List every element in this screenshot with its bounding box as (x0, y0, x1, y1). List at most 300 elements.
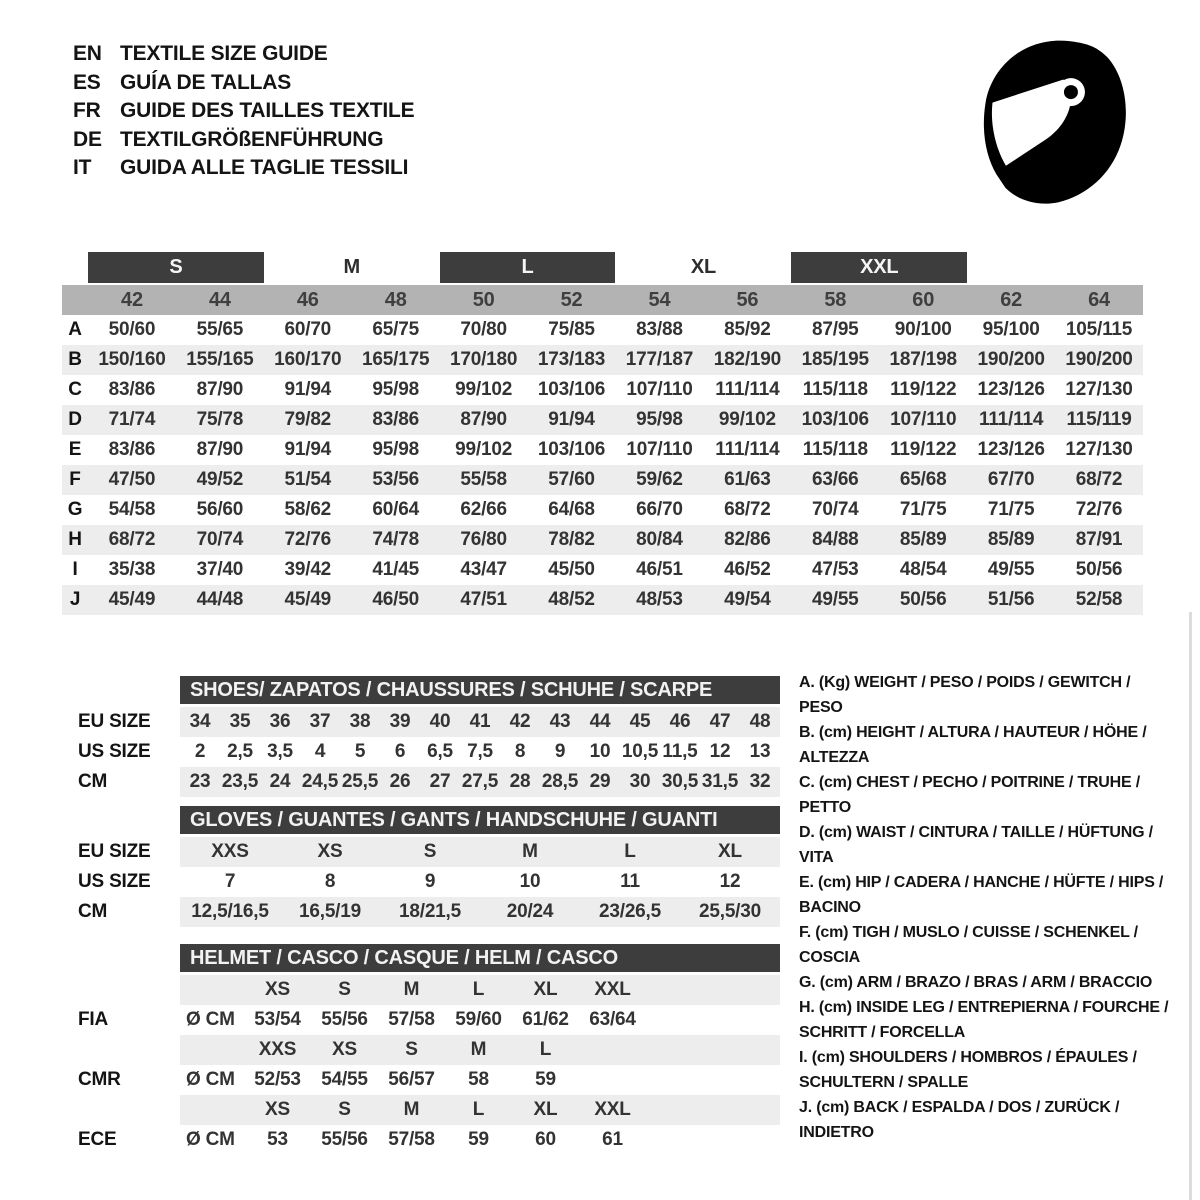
measure-value-cell: 6 (394, 741, 406, 762)
helmet-unit-label: Ø CM (186, 1009, 235, 1030)
size-value-cell: 85/89 (899, 529, 947, 550)
size-value-cell: 49/54 (724, 589, 771, 610)
measure-row-label: EU SIZE (78, 841, 151, 862)
size-value-cell: 99/102 (455, 439, 513, 460)
size-value-cell: 68/72 (1075, 469, 1123, 490)
legend-item: D. (cm) WAIST / CINTURA / TAILLE / HÜFTUNG / VITA (799, 824, 1153, 866)
measure-row-label: US SIZE (78, 741, 151, 762)
measure-value-cell: 4 (314, 741, 326, 762)
size-value-cell: 91/94 (284, 439, 332, 460)
row-letter-label: E (68, 439, 82, 460)
measure-value-cell: 23 (189, 771, 211, 792)
size-value-cell: 50/56 (899, 589, 947, 610)
size-value-cell: 50/60 (108, 319, 156, 340)
size-table-row (62, 345, 1143, 375)
language-title: TEXTILGRÖßENFÜHRUNG (120, 127, 384, 151)
helmet-size-row (62, 975, 780, 1005)
row-letter-label: I (72, 559, 78, 580)
helmet-size-label: S (405, 1039, 418, 1060)
helmet-value-cell: 63/64 (589, 1009, 636, 1030)
helmet-value-cell: 58 (468, 1069, 489, 1090)
measure-row (62, 897, 780, 927)
helmet-size-label: XL (533, 979, 558, 1000)
gloves-table-title: GLOVES / GUANTES / GANTS / HANDSCHUHE / GUANTI (180, 806, 780, 834)
measure-value-cell: 2,5 (227, 741, 253, 762)
measure-row (62, 737, 780, 767)
helmet-standard-label: ECE (78, 1129, 117, 1150)
size-value-cell: 105/115 (1065, 319, 1133, 340)
measure-value-cell: 24 (269, 771, 291, 792)
legend-item: C. (cm) CHEST / PECHO / POITRINE / TRUHE / PETTO (799, 774, 1140, 816)
measure-value-cell: L (624, 841, 636, 862)
size-value-cell: 190/200 (1065, 349, 1133, 370)
size-table-row (62, 585, 1143, 615)
size-value-cell: 119/122 (890, 379, 957, 400)
measure-value-cell: 27 (429, 771, 451, 792)
row-letter-label: D (68, 409, 82, 430)
size-group-s: S (88, 252, 264, 283)
size-value-cell: 107/110 (890, 409, 957, 430)
size-value-cell: 48/52 (548, 589, 595, 610)
helmet-value-cell: 57/58 (388, 1009, 435, 1030)
helmet-size-labels (180, 975, 780, 1005)
size-value-cell: 107/110 (626, 439, 693, 460)
size-value-cell: 55/65 (196, 319, 244, 340)
size-value-cell: 115/118 (802, 379, 868, 400)
measure-value-cell: 47 (709, 711, 731, 732)
size-value-cell: 95/98 (372, 379, 419, 400)
measure-value-cell: 31,5 (701, 771, 739, 792)
legend-item: F. (cm) TIGH / MUSLO / CUISSE / SCHENKEL / COSCIA (799, 924, 1138, 966)
size-column-header: 62 (1000, 288, 1023, 311)
size-value-cell: 70/74 (196, 529, 244, 550)
measure-row-values (180, 897, 780, 927)
helmet-value-cell: 59 (535, 1069, 556, 1090)
size-value-cell: 91/94 (284, 379, 332, 400)
size-value-cell: 83/86 (108, 439, 156, 460)
row-letter-label: C (68, 379, 82, 400)
size-value-cell: 187/198 (889, 349, 957, 370)
size-column-header: 42 (121, 288, 143, 311)
size-value-cell: 51/54 (284, 469, 332, 490)
measure-value-cell: 2 (194, 741, 206, 762)
size-value-cell: 49/55 (812, 589, 859, 610)
helmet-size-label: L (472, 979, 485, 1000)
measure-value-cell: 45 (629, 711, 651, 732)
size-table-row (62, 435, 1143, 465)
legend-item: J. (cm) BACK / ESPALDA / DOS / ZURÜCK / INDIETRO (799, 1099, 1120, 1141)
size-value-cell: 65/75 (372, 319, 419, 340)
size-table-row (62, 555, 1143, 585)
size-value-cell: 39/42 (284, 559, 332, 580)
size-value-cell: 65/68 (899, 469, 947, 490)
helmet-row-filler (646, 1125, 780, 1155)
size-group-header-row (62, 252, 1143, 283)
language-code: FR (73, 99, 101, 122)
size-value-cell: 85/92 (724, 319, 771, 340)
measure-value-cell: 6,5 (427, 741, 453, 762)
measure-row-values (180, 737, 780, 767)
row-letter-label: H (68, 529, 82, 550)
measure-value-cell: 27,5 (461, 771, 499, 792)
helmet-size-label: S (338, 979, 351, 1000)
size-value-cell: 62/66 (460, 499, 507, 520)
measure-value-cell: 30 (629, 771, 651, 792)
size-value-cell: 155/165 (186, 349, 254, 370)
size-value-cell: 61/63 (724, 469, 771, 490)
measure-value-cell: 11,5 (662, 741, 698, 762)
helmet-size-label: XXL (594, 1099, 631, 1120)
measurement-rows (62, 315, 1143, 615)
measure-value-cell: 36 (269, 711, 291, 732)
measure-value-cell: XL (718, 841, 742, 862)
helmet-value-cell: 52/53 (254, 1069, 301, 1090)
size-value-cell: 91/94 (548, 409, 595, 430)
measure-value-cell: 37 (309, 711, 331, 732)
helmet-value-cell: 61/62 (522, 1009, 569, 1030)
shoes-size-table (62, 676, 780, 797)
helmet-value-cell: 55/56 (321, 1009, 368, 1030)
helmet-size-label: XXL (594, 979, 631, 1000)
size-table-row (62, 315, 1143, 345)
language-row (73, 97, 414, 126)
measure-value-cell: 28,5 (541, 771, 579, 792)
size-group-l: L (440, 252, 616, 283)
size-value-cell: 85/89 (987, 529, 1035, 550)
helmet-values (180, 1125, 780, 1155)
helmet-size-labels (180, 1095, 780, 1125)
size-value-cell: 165/175 (362, 349, 430, 370)
measure-value-cell: 3,5 (267, 741, 293, 762)
measure-value-cell: 10 (519, 871, 541, 892)
helmet-value-row (62, 1005, 780, 1035)
size-value-cell: 111/114 (715, 379, 780, 400)
size-value-cell: 67/70 (987, 469, 1035, 490)
gloves-table-rows (62, 837, 780, 927)
size-value-cell: 59/62 (636, 469, 683, 490)
size-value-cell: 111/114 (979, 409, 1044, 430)
helmet-size-row-label (62, 1095, 180, 1125)
size-value-cell: 115/119 (1066, 409, 1132, 430)
helmet-size-label: M (403, 1099, 420, 1120)
helmet-value-cell: 54/55 (321, 1069, 368, 1090)
corner-cell (62, 285, 88, 315)
size-value-cell: 41/45 (372, 559, 419, 580)
size-value-cell: 79/82 (284, 409, 332, 430)
page-edge-line (1189, 612, 1192, 1200)
size-value-cell: 173/183 (537, 349, 606, 370)
size-value-cell: 99/102 (718, 409, 776, 430)
size-value-cell: 46/52 (724, 559, 771, 580)
size-value-cell: 55/58 (460, 469, 507, 490)
size-value-cell: 74/78 (372, 529, 419, 550)
measure-value-cell: 12 (709, 741, 731, 762)
measure-value-cell: 41 (469, 711, 491, 732)
language-row (73, 69, 414, 98)
measure-value-cell: 20/24 (506, 901, 554, 922)
size-value-cell: 90/100 (894, 319, 952, 340)
measure-value-cell: 5 (354, 741, 366, 762)
measure-value-cell: 46 (669, 711, 691, 732)
shoes-table-title: SHOES/ ZAPATOS / CHAUSSURES / SCHUHE / SCARPE (180, 676, 780, 704)
size-value-cell: 72/76 (284, 529, 332, 550)
size-value-cell: 87/90 (196, 379, 244, 400)
size-value-cell: 127/130 (1065, 439, 1133, 460)
helmet-size-table (62, 944, 780, 1155)
row-letter-label: B (68, 349, 82, 370)
measure-value-cell: 12,5/16,5 (191, 901, 269, 922)
size-value-cell: 103/106 (537, 439, 606, 460)
measure-row (62, 707, 780, 737)
size-value-cell: 46/50 (372, 589, 419, 610)
measure-value-cell: 39 (389, 711, 411, 732)
size-value-cell: 99/102 (455, 379, 513, 400)
size-value-cell: 111/114 (715, 439, 780, 460)
measure-value-cell: 10,5 (621, 741, 659, 762)
size-value-cell: 170/180 (449, 349, 518, 370)
legend-item: G. (cm) ARM / BRAZO / BRAS / ARM / BRACCIO (799, 974, 1153, 991)
size-value-cell: 64/68 (548, 499, 595, 520)
measure-value-cell: S (423, 841, 437, 862)
size-group-xl: XL (690, 256, 716, 278)
helmet-row-filler (646, 1095, 780, 1125)
racing-helmet-icon (978, 36, 1140, 208)
helmet-unit-spacer (180, 975, 244, 1005)
language-title-block (73, 40, 414, 183)
size-value-cell: 103/106 (801, 409, 869, 430)
measure-value-cell: 16,5/19 (299, 901, 361, 922)
size-value-cell: 48/53 (636, 589, 683, 610)
measure-value-cell: 40 (429, 711, 451, 732)
helmet-value-cell: 56/57 (388, 1069, 435, 1090)
size-column-header: 58 (824, 288, 847, 311)
size-value-cell: 84/88 (812, 529, 859, 550)
shoes-table-rows (62, 707, 780, 797)
measure-value-cell: 18/21,5 (399, 901, 461, 922)
size-value-cell: 63/66 (812, 469, 859, 490)
size-value-cell: 185/195 (801, 349, 869, 370)
measure-value-cell: 10 (589, 741, 611, 762)
helmet-value-cell: 55/56 (321, 1129, 368, 1150)
helmet-table-rows (62, 975, 780, 1155)
language-title: TEXTILE SIZE GUIDE (120, 42, 328, 65)
size-value-cell: 150/160 (98, 349, 166, 370)
measure-value-cell: XXS (211, 841, 249, 862)
size-value-cell: 49/55 (987, 559, 1035, 580)
legend-item: A. (Kg) WEIGHT / PESO / POIDS / GEWITCH / PESO (799, 674, 1131, 716)
size-value-cell: 66/70 (636, 499, 683, 520)
measure-value-cell: 28 (509, 771, 531, 792)
size-value-cell: 70/74 (812, 499, 859, 520)
helmet-unit-label: Ø CM (186, 1069, 235, 1090)
measure-row (62, 867, 780, 897)
language-title: GUIDE DES TAILLES TEXTILE (120, 99, 415, 122)
size-value-cell: 190/200 (977, 349, 1045, 370)
size-value-cell: 82/86 (724, 529, 771, 550)
helmet-standard-label: FIA (78, 1009, 109, 1030)
size-value-cell: 53/56 (372, 469, 419, 490)
language-title: GUÍA DE TALLAS (120, 70, 292, 94)
helmet-values (180, 1005, 780, 1035)
textile-size-table (62, 252, 1143, 615)
helmet-table-title: HELMET / CASCO / CASQUE / HELM / CASCO (180, 944, 780, 972)
measure-value-cell: M (522, 841, 538, 862)
measure-row (62, 767, 780, 797)
size-column-header: 54 (648, 288, 671, 311)
gloves-size-table (62, 806, 780, 927)
size-value-cell: 56/60 (196, 499, 244, 520)
measure-row-label: EU SIZE (78, 711, 151, 732)
size-value-cell: 46/51 (636, 559, 683, 580)
size-value-cell: 57/60 (548, 469, 595, 490)
measure-value-cell: 30,5 (661, 771, 699, 792)
size-value-cell: 87/95 (812, 319, 859, 340)
measure-value-cell: 44 (589, 711, 611, 732)
size-value-cell: 44/48 (196, 589, 244, 610)
measure-value-cell: 8 (514, 741, 526, 762)
measure-value-cell: 23,5 (221, 771, 259, 792)
helmet-values (180, 1065, 780, 1095)
size-value-cell: 60/64 (372, 499, 419, 520)
legend-item: B. (cm) HEIGHT / ALTURA / HAUTEUR / HÖHE / ALTEZZA (799, 724, 1147, 766)
helmet-row-filler (646, 1005, 780, 1035)
size-column-header: 44 (208, 288, 231, 311)
language-code: EN (73, 42, 102, 65)
helmet-unit-label: Ø CM (186, 1129, 235, 1150)
helmet-unit-spacer (180, 1035, 244, 1065)
measure-row-values (180, 767, 780, 797)
helmet-size-row-label (62, 1035, 180, 1065)
size-value-cell: 182/190 (713, 349, 781, 370)
size-value-cell: 50/56 (1075, 559, 1123, 580)
measure-value-cell: 13 (749, 741, 771, 762)
helmet-value-row (62, 1065, 780, 1095)
measure-value-cell: 12 (719, 871, 741, 892)
measure-row-values (180, 867, 780, 897)
size-value-cell: 68/72 (724, 499, 771, 520)
helmet-size-row (62, 1035, 780, 1065)
size-value-cell: 48/54 (899, 559, 947, 580)
language-title: GUIDA ALLE TAGLIE TESSILI (120, 156, 409, 179)
measure-value-cell: 25,5 (341, 771, 379, 792)
size-value-cell: 80/84 (636, 529, 683, 550)
size-value-cell: 47/53 (812, 559, 859, 580)
language-row (73, 126, 414, 155)
helmet-value-cell: 61 (602, 1129, 623, 1150)
helmet-value-cell: 59 (468, 1129, 489, 1150)
helmet-size-label: XS (265, 1099, 290, 1120)
measure-row-label: CM (78, 771, 108, 792)
legend-item: H. (cm) INSIDE LEG / ENTREPIERNA / FOURCHE / SCHRITT / FORCELLA (799, 999, 1169, 1041)
measure-row-label: US SIZE (78, 871, 151, 892)
size-value-cell: 75/85 (548, 319, 595, 340)
size-table-row (62, 465, 1143, 495)
measure-row-values (180, 837, 780, 867)
size-value-cell: 83/88 (636, 319, 683, 340)
size-value-cell: 95/100 (982, 319, 1040, 340)
helmet-value-cell: 53/54 (254, 1009, 301, 1030)
measure-value-cell: 7 (224, 871, 236, 892)
language-row (73, 154, 414, 183)
size-value-cell: 72/76 (1075, 499, 1123, 520)
helmet-value-cell (579, 1065, 646, 1095)
size-value-cell: 177/187 (625, 349, 694, 370)
size-table-row (62, 405, 1143, 435)
size-value-cell: 45/49 (108, 589, 156, 610)
helmet-value-cell: 53 (267, 1129, 288, 1150)
helmet-unit-spacer (180, 1095, 244, 1125)
size-column-header: 46 (296, 288, 319, 311)
measure-value-cell: 9 (424, 871, 436, 892)
size-value-cell: 115/118 (802, 439, 868, 460)
size-value-cell: 45/49 (284, 589, 332, 610)
language-code: DE (73, 127, 102, 151)
size-column-header: 56 (736, 288, 759, 311)
helmet-size-label: S (338, 1099, 351, 1120)
language-code: ES (73, 70, 101, 94)
size-value-cell: 71/75 (987, 499, 1035, 520)
size-value-cell: 71/74 (108, 409, 156, 430)
measure-value-cell: 42 (509, 711, 531, 732)
size-value-cell: 107/110 (626, 379, 693, 400)
language-row (73, 40, 414, 69)
size-value-cell: 52/58 (1075, 589, 1123, 610)
size-value-cell: 87/90 (460, 409, 507, 430)
measure-value-cell: 23/26,5 (599, 901, 661, 922)
size-column-header: 52 (560, 288, 583, 311)
measure-value-cell: 43 (549, 711, 571, 732)
measure-value-cell: 8 (324, 871, 336, 892)
size-value-cell: 49/52 (196, 469, 244, 490)
size-value-cell: 123/126 (977, 439, 1045, 460)
measure-row (62, 837, 780, 867)
size-value-cell: 37/40 (196, 559, 244, 580)
size-column-header: 48 (384, 288, 407, 311)
size-value-cell: 71/75 (899, 499, 947, 520)
helmet-size-label: XS (332, 1039, 357, 1060)
measure-value-cell: 48 (749, 711, 771, 732)
size-table-row (62, 495, 1143, 525)
legend-item: E. (cm) HIP / CADERA / HANCHE / HÜFTE / HIPS / BACINO (799, 874, 1164, 916)
helmet-value-cell: 57/58 (388, 1129, 435, 1150)
size-value-cell: 47/51 (460, 589, 507, 610)
measure-value-cell: 38 (349, 711, 371, 732)
measure-value-cell: 9 (554, 741, 566, 762)
size-table-row (62, 375, 1143, 405)
measure-value-cell: 34 (189, 711, 211, 732)
measure-value-cell: 11 (620, 871, 640, 892)
measure-value-cell: 24,5 (301, 771, 339, 792)
measure-value-cell: 26 (389, 771, 411, 792)
size-column-header: 60 (912, 288, 935, 311)
helmet-value-cell: 59/60 (455, 1009, 502, 1030)
numeric-size-header-row (62, 285, 1143, 315)
size-value-cell: 60/70 (284, 319, 332, 340)
helmet-size-label: XS (265, 979, 290, 1000)
size-value-cell: 103/106 (537, 379, 606, 400)
helmet-size-labels (180, 1035, 780, 1065)
size-value-cell: 127/130 (1065, 379, 1133, 400)
size-table-row (62, 525, 1143, 555)
helmet-value-cell: 60 (535, 1129, 556, 1150)
size-value-cell: 47/50 (108, 469, 156, 490)
size-value-cell: 78/82 (548, 529, 595, 550)
helmet-size-label: M (403, 979, 420, 1000)
measurement-legend (799, 670, 1171, 1145)
size-value-cell: 58/62 (284, 499, 332, 520)
helmet-standard-label: CMR (78, 1069, 121, 1090)
language-code: IT (73, 156, 92, 179)
